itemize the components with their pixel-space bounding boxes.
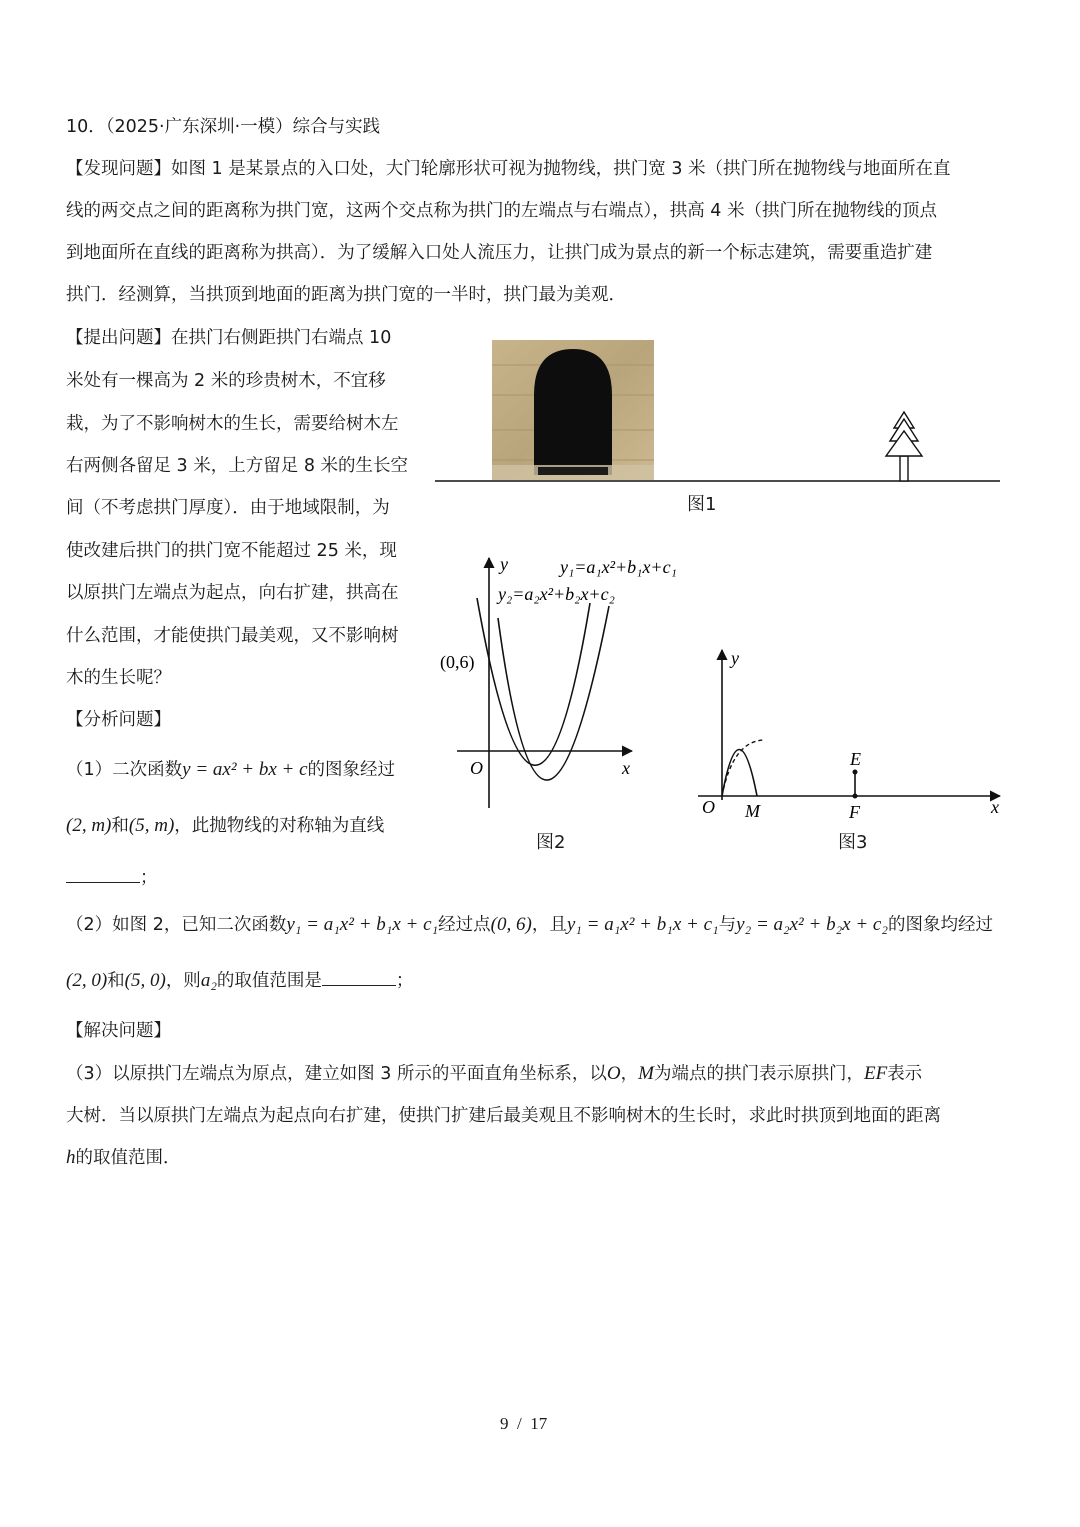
- ask-line-3: 栽，为了不影响树木的生长，需要给树木左: [66, 414, 399, 434]
- ask-line-4: 右两侧各留足 3 米，上方留足 8 米的生长空: [66, 456, 409, 476]
- q1-point-b: (5, m): [128, 815, 175, 836]
- q1-and: 和: [111, 816, 129, 836]
- q2-mid3: 与: [718, 915, 737, 935]
- fig2-x-label: x: [622, 758, 630, 778]
- discover-line-2: 线的两交点之间的距离称为拱门宽，这两个交点称为拱门的左端点与右端点），拱高 4 米（拱门所在抛物线的顶点: [66, 201, 938, 221]
- q2-line2-mid: ，则: [165, 971, 201, 991]
- q1-suffix: 的图象经过: [307, 760, 396, 780]
- fig2-y-label: y: [500, 554, 508, 574]
- q1-line-2: [66, 814, 384, 838]
- q2-f2: y₂ = a₂x² + b₂x + c₂: [736, 914, 888, 935]
- gate-photo: [492, 340, 654, 480]
- fig3-point-e: [853, 770, 858, 775]
- q3-var-o: O: [606, 1063, 621, 1084]
- q2-point-b: (5, 0): [124, 970, 166, 991]
- q3-part-2: ，: [620, 1064, 639, 1084]
- q3-var-m: M: [638, 1063, 654, 1084]
- q1-line-1: [66, 758, 395, 782]
- page-number: 9 / 17: [500, 1414, 548, 1433]
- discover-line-3: 到地面所在直线的距离称为拱高）．为了缓解入口处人流压力，让拱门成为景点的新一个标志建筑，需要重造扩建: [66, 243, 933, 263]
- q2-mid1: 经过点: [438, 915, 491, 935]
- ask-line-7: 以原拱门左端点为起点，向右扩建，拱高在: [66, 583, 399, 603]
- fig3-y-label: y: [731, 648, 739, 668]
- q2-mid2: ，且: [531, 915, 567, 935]
- fig1-label: 图1: [687, 494, 717, 515]
- q2-point: (0, 6): [490, 914, 532, 935]
- q3-var-h: h: [66, 1147, 76, 1168]
- q1-line-3: [66, 866, 158, 890]
- q3-part-4: 表示: [887, 1064, 923, 1084]
- q2-line2-suffix: 的取值范围是: [216, 971, 322, 991]
- q2-prefix: （2）如图 2，已知二次函数: [66, 915, 287, 935]
- figure-3: [695, 640, 1010, 825]
- q2-var: a₂: [200, 970, 217, 991]
- fig2-point-label: (0,6): [440, 652, 475, 672]
- q2-line-1: [66, 913, 993, 937]
- q2-line-2: [66, 969, 413, 993]
- fig2-parabola-y1: [477, 598, 590, 765]
- fig3-x-label: x: [991, 797, 999, 817]
- fig3-point-f: [853, 794, 858, 799]
- fig2-eq1: y₁=a₁x²+b₁x+c₁: [560, 557, 677, 577]
- q3-part-6: 的取值范围．: [75, 1148, 181, 1168]
- q3-part-1: （3）以原拱门左端点为原点，建立如图 3 所示的平面直角坐标系，以: [66, 1064, 607, 1084]
- solve-heading: 【解决问题】: [66, 1021, 171, 1041]
- q1-answer-blank[interactable]: [66, 868, 140, 883]
- ask-line-6: 使改建后拱门的拱门宽不能超过 25 米，现: [66, 541, 397, 561]
- fig2-eq2: y₂=a₂x²+b₂x+c₂: [498, 584, 615, 604]
- problem-header: 10．（2025·广东深圳·一模）综合与实践: [66, 117, 381, 137]
- q3-var-ef: EF: [863, 1063, 888, 1084]
- figure-2: [432, 548, 702, 828]
- q1-point-a: (2, m): [66, 815, 112, 836]
- fig3-origin: O: [702, 797, 715, 817]
- tree-icon: [886, 412, 922, 481]
- fig3-label: 图3: [838, 832, 868, 853]
- q1-line2-suffix: ，此抛物线的对称轴为直线: [174, 816, 385, 836]
- ask-line-8: 什么范围，才能使拱门最美观，又不影响树: [66, 626, 399, 646]
- fig2-parabola-y2: [498, 606, 609, 780]
- q1-prefix: （1）二次函数: [66, 760, 183, 780]
- q2-suffix: 的图象均经过: [887, 915, 993, 935]
- q2-end: ；: [395, 971, 414, 991]
- fig3-m-label: M: [745, 801, 760, 821]
- q2-and: 和: [107, 971, 125, 991]
- q2-f1b: y₁ = a₁x² + b₁x + c₁: [566, 914, 719, 935]
- fig2-origin: O: [470, 758, 483, 778]
- q1-formula: y = ax² + bx + c: [182, 759, 308, 780]
- fig3-f-label: F: [849, 802, 860, 822]
- q3-line-3: [66, 1146, 181, 1170]
- ask-line-2: 米处有一棵高为 2 米的珍贵树木，不宜移: [66, 371, 386, 391]
- analyze-heading: 【分析问题】: [66, 710, 171, 730]
- q2-answer-blank[interactable]: [322, 971, 396, 986]
- fig3-e-label: E: [850, 749, 861, 769]
- q3-part-3: 为端点的拱门表示原拱门，: [653, 1064, 864, 1084]
- ask-line-1: 【提出问题】在拱门右侧距拱门右端点 10: [66, 328, 392, 348]
- q2-f1: y₁ = a₁x² + b₁x + c₁: [286, 914, 439, 935]
- q1-end: ；: [140, 868, 158, 888]
- figure-1: [435, 335, 1005, 490]
- ask-line-9: 木的生长呢？: [66, 668, 171, 688]
- fig3-original-arch: [722, 750, 757, 797]
- discover-line-4: 拱门．经测算，当拱顶到地面的距离为拱门宽的一半时，拱门最为美观．: [66, 285, 626, 305]
- q2-point-a: (2, 0): [66, 970, 108, 991]
- ask-line-5: 间（不考虑拱门厚度）．由于地域限制，为: [66, 498, 390, 518]
- q3-line-2: 大树．当以原拱门左端点为起点向右扩建，使拱门扩建后最美观且不影响树木的生长时，求此时拱顶到地面的距离: [66, 1106, 941, 1126]
- fig2-label: 图2: [536, 832, 566, 853]
- discover-line-1: 【发现问题】如图 1 是某景点的入口处，大门轮廓形状可视为抛物线，拱门宽 3 米（拱门所在抛物线与地面所在直: [66, 159, 951, 179]
- q3-line-1: [66, 1062, 922, 1086]
